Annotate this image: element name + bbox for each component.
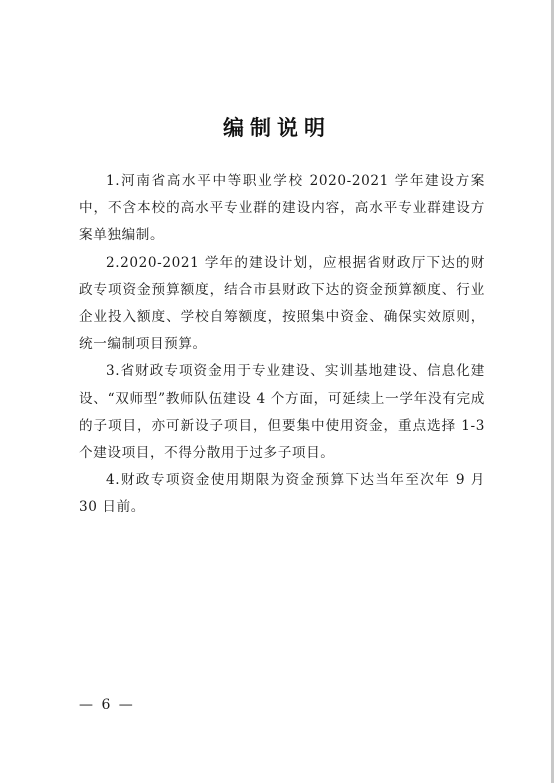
paragraph-4: 4.财政专项资金使用期限为资金预算下达当年至次年 9 月 30 日前。 — [79, 472, 485, 516]
document-body — [79, 168, 485, 522]
paragraph-3: 3.省财政专项资金用于专业建设、实训基地建设、信息化建设、“双师型”教师队伍建设 4 个方面，可延续上一学年没有完成的子项目，亦可新设子项目，但要集中使用资金，重点选择 1-3 个建设项目，不得分散用于过多子项目。 — [79, 363, 485, 462]
page-title: 编制说明 — [223, 115, 331, 140]
paragraph-1: 1.河南省高水平中等职业学校 2020-2021 学年建设方案中，不含本校的高水平专业群的建设内容，高水平专业群建设方案单独编制。 — [79, 173, 485, 244]
page-number: — 6 — — [79, 697, 135, 713]
paragraph-2: 2.2020-2021 学年的建设计划，应根据省财政厅下达的财政专项资金预算额度，结合市县财政下达的资金预算额度、行业企业投入额度、学校自筹额度，按照集中资金、确保实效原则，统一编制项目预算。 — [79, 254, 485, 353]
